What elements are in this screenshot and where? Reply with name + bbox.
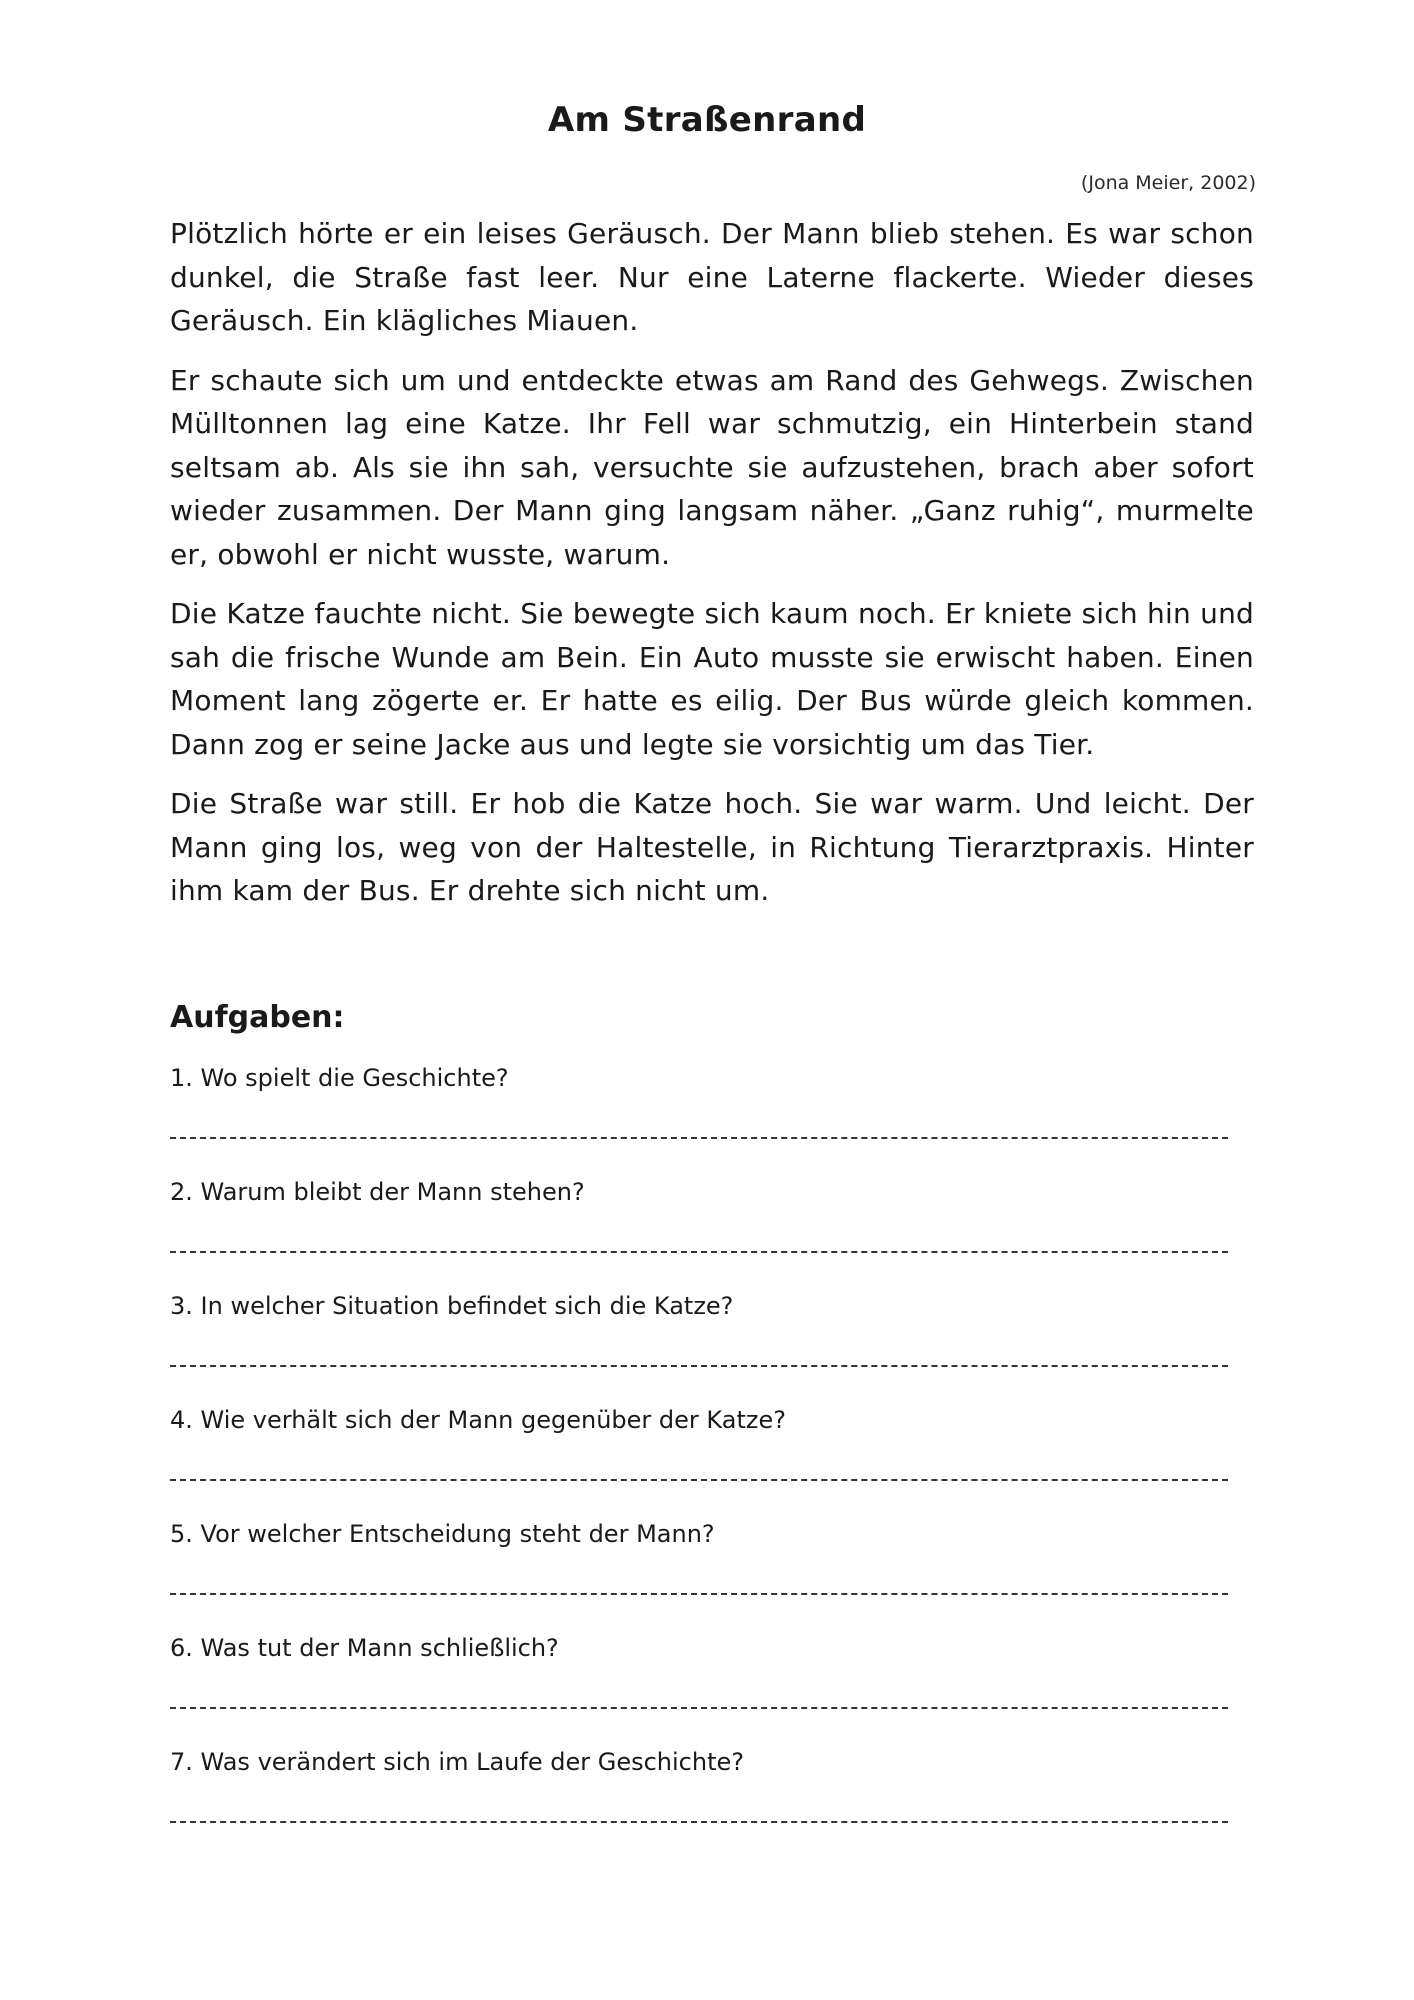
task-item — [170, 1402, 1230, 1516]
task-question: 7. Was verändert sich im Laufe der Geschichte? — [170, 1748, 744, 1776]
task-question: 2. Warum bleibt der Mann stehen? — [170, 1178, 585, 1206]
task-item — [170, 1060, 1230, 1174]
task-question: 5. Vor welcher Entscheidung steht der Mann? — [170, 1520, 715, 1548]
answer-line[interactable] — [170, 1137, 1228, 1139]
answer-line[interactable] — [170, 1479, 1228, 1481]
story-paragraph: Die Straße war still. Er hob die Katze hoch. Sie war warm. Und leicht. Der Mann ging los, weg von der Haltestelle, in Richtung Tierarztpraxis. Hinter ihm kam der Bus. Er drehte sich nicht um. — [170, 787, 1254, 907]
task-question: 4. Wie verhält sich der Mann gegenüber der Katze? — [170, 1406, 786, 1434]
answer-line[interactable] — [170, 1251, 1228, 1253]
answer-line[interactable] — [170, 1593, 1228, 1595]
task-list — [170, 1060, 1230, 1858]
story-paragraph: Er schaute sich um und entdeckte etwas am Rand des Gehwegs. Zwischen Mülltonnen lag eine Katze. Ihr Fell war schmutzig, ein Hinterbein stand seltsam ab. Als sie ihn sah, versuchte sie aufzustehen, brach aber sofort wieder zusammen. Der Mann ging langsam näher. „Ganz ruhig“, murmelte er, obwohl er nicht wusste, warum. — [170, 363, 1254, 571]
source-citation: (Jona Meier, 2002) — [1080, 172, 1256, 194]
page-title: Am Straßenrand — [547, 100, 867, 140]
answer-line[interactable] — [170, 1821, 1228, 1823]
task-item — [170, 1288, 1230, 1402]
task-item — [170, 1744, 1230, 1858]
task-item — [170, 1630, 1230, 1744]
task-question: 3. In welcher Situation befindet sich die Katze? — [170, 1292, 734, 1320]
story-paragraph: Die Katze fauchte nicht. Sie bewegte sich kaum noch. Er kniete sich hin und sah die frische Wunde am Bein. Ein Auto musste sie erwischt haben. Einen Moment lang zögerte er. Er hatte es eilig. Der Bus würde gleich kommen. Dann zog er seine Jacke aus und legte sie vorsichtig um das Tier. — [170, 597, 1254, 761]
answer-line[interactable] — [170, 1707, 1228, 1709]
task-item — [170, 1516, 1230, 1630]
task-question: 1. Wo spielt die Geschichte? — [170, 1064, 509, 1092]
task-item — [170, 1174, 1230, 1288]
task-question: 6. Was tut der Mann schließlich? — [170, 1634, 559, 1662]
tasks-heading: Aufgaben: — [170, 1000, 345, 1035]
story-text — [170, 212, 1254, 929]
story-paragraph: Plötzlich hörte er ein leises Geräusch. Der Mann blieb stehen. Es war schon dunkel, die Straße fast leer. Nur eine Laterne flackerte. Wieder dieses Geräusch. Ein klägliches Miauen. — [170, 217, 1254, 337]
answer-line[interactable] — [170, 1365, 1228, 1367]
